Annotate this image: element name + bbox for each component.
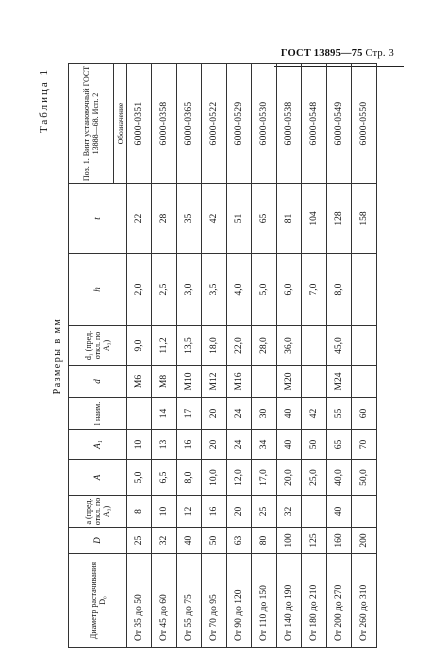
cell-d	[352, 366, 377, 398]
cell-a: 40	[327, 496, 352, 528]
rotated-table-block	[38, 64, 369, 648]
cell-a: 32	[277, 496, 302, 528]
cell-h: 8,0	[327, 254, 352, 326]
cell-h: 2,0	[127, 254, 152, 326]
cell-designation: 6000-0550	[352, 64, 377, 184]
cell-d: М8	[152, 366, 177, 398]
cell-l: 20	[202, 398, 227, 430]
header-designation: Поз. 1. Винт установочный ГОСТ 13888—68. Исп. 2	[69, 64, 114, 184]
cell-h: 3,5	[202, 254, 227, 326]
cell-designation: 6000-0358	[152, 64, 177, 184]
cell-A: 20,0	[277, 460, 302, 496]
cell-A1: 16	[177, 430, 202, 460]
cell-A: 5,0	[127, 460, 152, 496]
cell-d1: 9,0	[127, 326, 152, 366]
cell-t: 158	[352, 184, 377, 254]
cell-t: 104	[302, 184, 327, 254]
cell-A: 40,0	[327, 460, 352, 496]
table-row	[227, 64, 252, 648]
cell-d: М6	[127, 366, 152, 398]
cell-A: 8,0	[177, 460, 202, 496]
cell-A: 10,0	[202, 460, 227, 496]
cell-A1: 24	[227, 430, 252, 460]
cell-d1: 28,0	[252, 326, 277, 366]
cell-d1: 36,0	[277, 326, 302, 366]
cell-h: 2,5	[152, 254, 177, 326]
header-d: d	[69, 366, 127, 398]
cell-designation: 6000-0530	[252, 64, 277, 184]
cell-range: От 45 до 60	[152, 554, 177, 648]
header-h: h	[69, 254, 127, 326]
cell-h: 5,0	[252, 254, 277, 326]
table-row	[202, 64, 227, 648]
cell-a: 8	[127, 496, 152, 528]
cell-A: 25,0	[302, 460, 327, 496]
cell-D: 25	[127, 528, 152, 554]
cell-l: 17	[177, 398, 202, 430]
cell-range: От 180 до 210	[302, 554, 327, 648]
cell-d: М10	[177, 366, 202, 398]
cell-d1	[302, 326, 327, 366]
table-subcaption: Размеры в мм	[52, 317, 63, 395]
cell-h: 4,0	[227, 254, 252, 326]
cell-D: 80	[252, 528, 277, 554]
header-designation-sub: Обозначение	[114, 64, 127, 184]
standard-code: ГОСТ 13895—75	[280, 48, 363, 59]
cell-a: 25	[252, 496, 277, 528]
table-row	[352, 64, 377, 648]
table-header-row	[69, 64, 114, 648]
page-header	[281, 48, 394, 59]
cell-A1: 34	[252, 430, 277, 460]
table-row	[177, 64, 202, 648]
cell-A1: 70	[352, 430, 377, 460]
cell-A: 12,0	[227, 460, 252, 496]
cell-a: 16	[202, 496, 227, 528]
cell-l: 40	[277, 398, 302, 430]
cell-A1: 65	[327, 430, 352, 460]
cell-A1: 10	[127, 430, 152, 460]
cell-h	[352, 254, 377, 326]
cell-A1: 50	[302, 430, 327, 460]
cell-D: 63	[227, 528, 252, 554]
cell-h: 6,0	[277, 254, 302, 326]
cell-l	[127, 398, 152, 430]
cell-a: 10	[152, 496, 177, 528]
cell-l: 30	[252, 398, 277, 430]
cell-l: 55	[327, 398, 352, 430]
header-D: D	[69, 528, 127, 554]
cell-range: От 140 до 190	[277, 554, 302, 648]
dimensions-table	[68, 63, 377, 648]
cell-t: 28	[152, 184, 177, 254]
cell-D: 32	[152, 528, 177, 554]
cell-d1: 22,0	[227, 326, 252, 366]
cell-A1: 20	[202, 430, 227, 460]
cell-l: 60	[352, 398, 377, 430]
table-row	[327, 64, 352, 648]
cell-designation: 6000-0548	[302, 64, 327, 184]
cell-range: От 110 до 150	[252, 554, 277, 648]
cell-t: 22	[127, 184, 152, 254]
cell-designation: 6000-0538	[277, 64, 302, 184]
cell-A1: 13	[152, 430, 177, 460]
cell-range: От 70 до 95	[202, 554, 227, 648]
cell-range: От 200 до 270	[327, 554, 352, 648]
cell-A: 50,0	[352, 460, 377, 496]
header-A: A	[69, 460, 127, 496]
cell-t: 81	[277, 184, 302, 254]
cell-D: 40	[177, 528, 202, 554]
cell-A: 17,0	[252, 460, 277, 496]
cell-D: 200	[352, 528, 377, 554]
table-row	[277, 64, 302, 648]
cell-a	[302, 496, 327, 528]
header-t: t	[69, 184, 127, 254]
cell-d: М24	[327, 366, 352, 398]
cell-d: М16	[227, 366, 252, 398]
cell-designation: 6000-0365	[177, 64, 202, 184]
cell-h: 3,0	[177, 254, 202, 326]
cell-range: От 90 до 120	[227, 554, 252, 648]
cell-d1: 13,5	[177, 326, 202, 366]
cell-a: 12	[177, 496, 202, 528]
cell-d	[302, 366, 327, 398]
header-A1: A₁	[69, 430, 127, 460]
cell-d: М12	[202, 366, 227, 398]
cell-designation: 6000-0529	[227, 64, 252, 184]
cell-range: От 35 до 50	[127, 554, 152, 648]
cell-d	[252, 366, 277, 398]
table-row	[252, 64, 277, 648]
cell-A: 6,5	[152, 460, 177, 496]
cell-t: 65	[252, 184, 277, 254]
page-number: Стр. 3	[365, 48, 394, 59]
cell-designation: 6000-0351	[127, 64, 152, 184]
header-a: a (пред. откл. по A₃)	[69, 496, 127, 528]
cell-t: 42	[202, 184, 227, 254]
cell-D: 100	[277, 528, 302, 554]
cell-designation: 6000-0522	[202, 64, 227, 184]
cell-h: 7,0	[302, 254, 327, 326]
header-diameter: Диаметр растачивания D₀	[69, 554, 127, 648]
cell-D: 160	[327, 528, 352, 554]
cell-D: 125	[302, 528, 327, 554]
cell-d1	[352, 326, 377, 366]
cell-l: 42	[302, 398, 327, 430]
table-row	[127, 64, 152, 648]
cell-A1: 40	[277, 430, 302, 460]
cell-d1: 45,0	[327, 326, 352, 366]
cell-t: 51	[227, 184, 252, 254]
cell-range: От 260 до 310	[352, 554, 377, 648]
table-row	[302, 64, 327, 648]
cell-range: От 55 до 75	[177, 554, 202, 648]
cell-l: 14	[152, 398, 177, 430]
cell-designation: 6000-0549	[327, 64, 352, 184]
header-l: l наим.	[69, 398, 127, 430]
cell-d1: 11,2	[152, 326, 177, 366]
table-caption: Таблица 1	[38, 68, 50, 134]
table-row	[152, 64, 177, 648]
cell-t: 35	[177, 184, 202, 254]
cell-d1: 18,0	[202, 326, 227, 366]
cell-a	[352, 496, 377, 528]
cell-l: 24	[227, 398, 252, 430]
cell-D: 50	[202, 528, 227, 554]
cell-a: 20	[227, 496, 252, 528]
header-d1: d₁ (пред. откл. по A₃)	[69, 326, 127, 366]
cell-d: М20	[277, 366, 302, 398]
cell-t: 128	[327, 184, 352, 254]
